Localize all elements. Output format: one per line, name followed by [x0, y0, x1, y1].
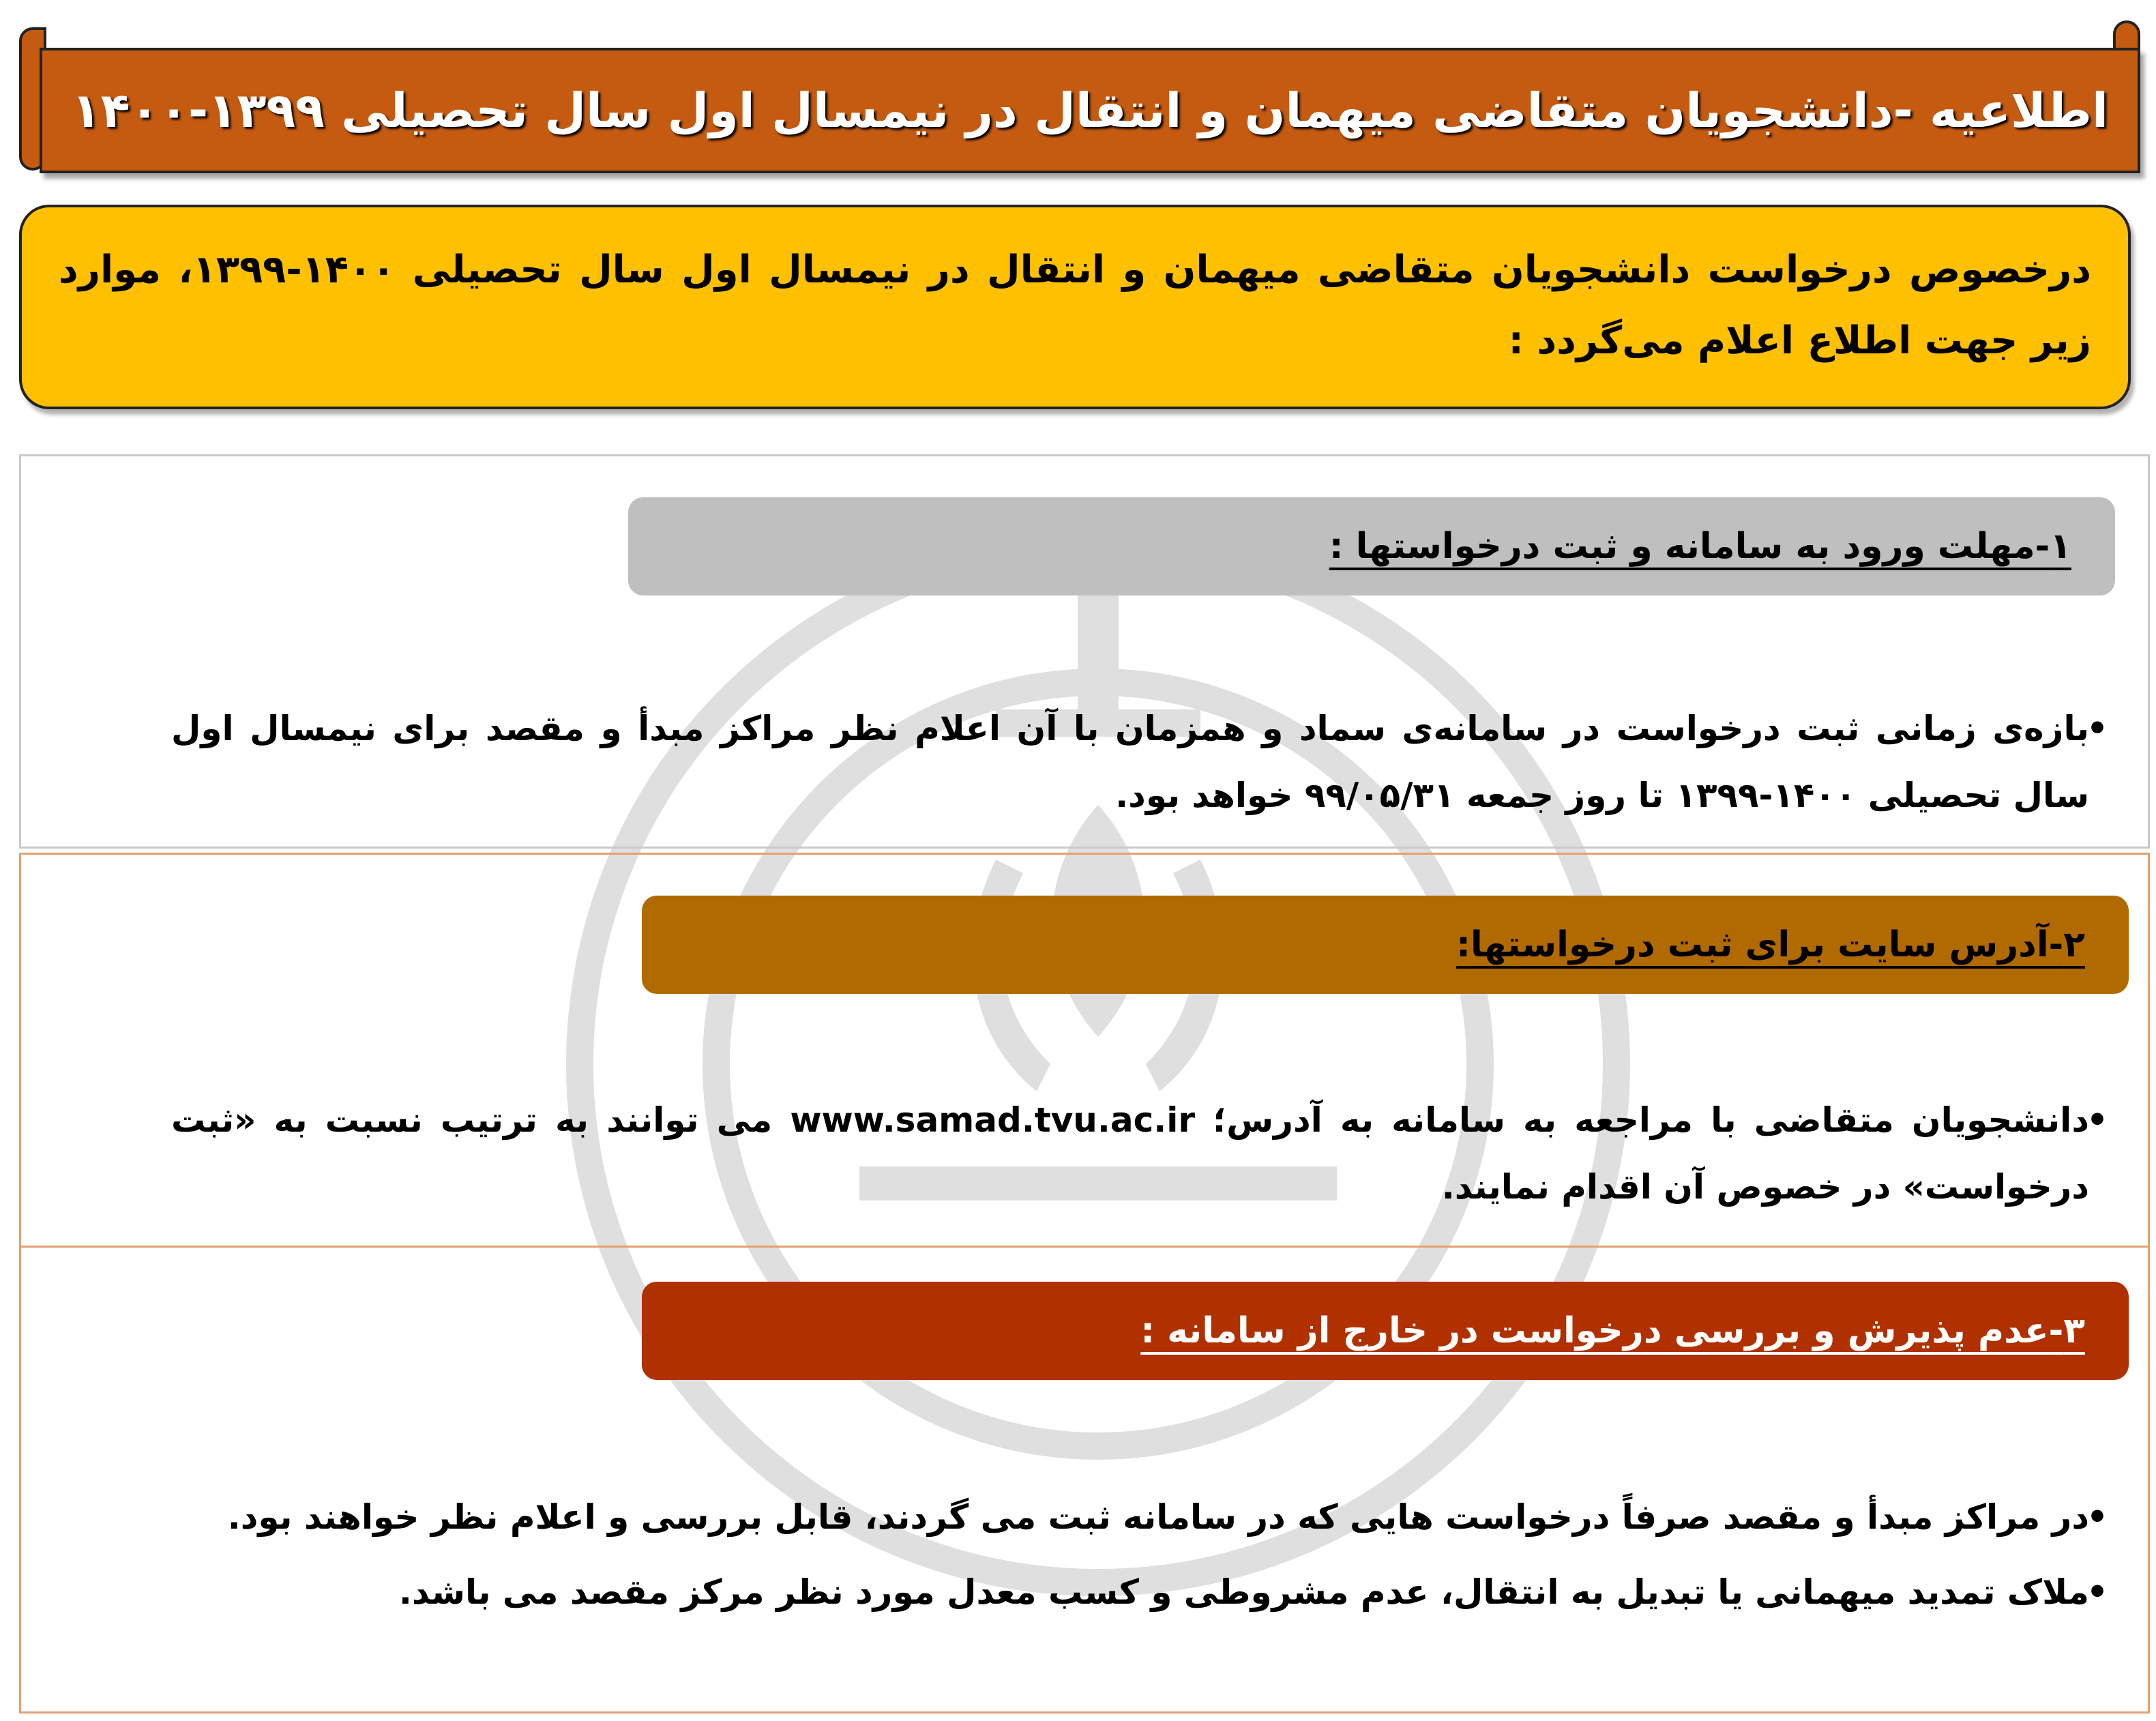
page-title: اطلاعیه -دانشجویان متقاضی میهمان و انتقال در نیمسال اول سال تحصیلی ۱۳۹۹-۱۴۰۰ [72, 83, 2108, 138]
intro-box [19, 205, 2131, 409]
list-item-text: دانشجویان متقاضی با مراجعه به سامانه به آدرس؛ www.samad.tvu.ac.ir می توانند به ترتیب نسبت به «ثبت درخواست» در خصوص آن اقدام نمایند. [171, 1100, 2089, 1207]
section-heading-website [642, 896, 2129, 994]
bullet-icon: • [2086, 1572, 2108, 1612]
title-banner [19, 20, 2140, 180]
bullet-list [171, 695, 2108, 829]
list-item-text: ملاک تمدید میهمانی یا تبدیل به انتقال، عدم مشروطی و کسب معدل مورد نظر مرکز مقصد می باشد. [398, 1572, 2089, 1612]
list-item [171, 695, 2108, 829]
section-heading-text: ۱-مهلت ورود به سامانه و ثبت درخواستها : [1329, 526, 2071, 567]
section-heading-deadline [628, 497, 2115, 595]
section-outside-system [19, 1246, 2150, 1713]
list-item-text: در مراکز مبدأ و مقصد صرفاً درخواست هایی که در سامانه ثبت می گردند، قابل بررسی و اعلام نظر خواهند بود. [227, 1497, 2089, 1537]
list-item [171, 1555, 2108, 1630]
list-item-text: بازه‌ی زمانی ثبت درخواست در سامانه‌ی سماد و همزمان با آن اعلام نظر مراکز مبدأ و مقصد برای نیمسال اول سال تحصیلی ۱۴۰۰-۱۳۹۹ تا روز جمعه ۹۹/۰۵/۳۱ خواهد بود. [171, 709, 2089, 815]
section-heading-outside-system [642, 1282, 2129, 1380]
bullet-list [171, 1087, 2108, 1220]
list-item [171, 1480, 2108, 1555]
list-item [171, 1087, 2108, 1220]
bullet-icon: • [2086, 709, 2108, 748]
bullet-icon: • [2086, 1100, 2108, 1140]
section-heading-text: ۲-آدرس سایت برای ثبت درخواستها: [1456, 924, 2085, 965]
bullet-list [171, 1480, 2108, 1630]
section-heading-text: ۳-عدم پذیرش و بررسی درخواست در خارج از سامانه : [1140, 1310, 2085, 1351]
section-website [19, 853, 2150, 1246]
bullet-icon: • [2086, 1497, 2108, 1537]
intro-text: درخصوص درخواست دانشجویان متقاضی میهمان و انتقال در نیمسال اول سال تحصیلی ۱۴۰۰-۱۳۹۹، موارد زیر جهت اطلاع اعلام می‌گردد : [59, 248, 2091, 363]
section-deadline [19, 454, 2150, 849]
title-banner-body [40, 48, 2140, 173]
